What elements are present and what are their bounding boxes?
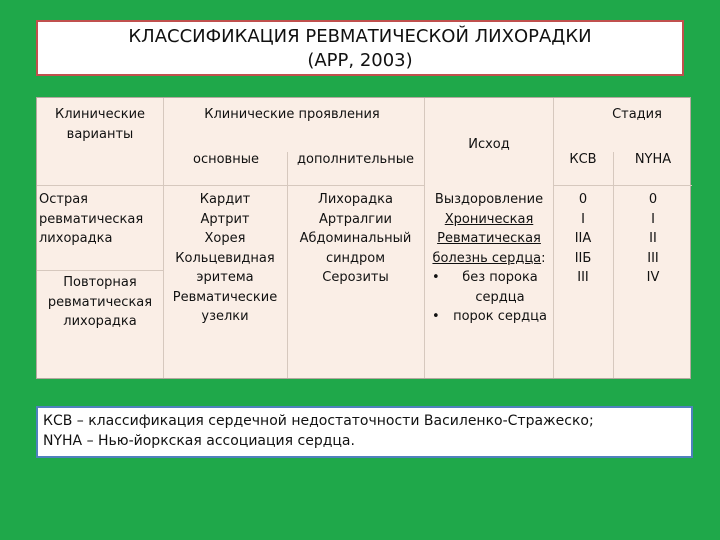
header-stage: Стадия <box>612 107 662 122</box>
row-divider <box>37 270 163 271</box>
list-item: Кольцевидная эритема <box>175 250 275 285</box>
list-item: Серозиты <box>322 270 389 285</box>
list-item: I <box>581 211 585 227</box>
header-nyha: NYHA <box>634 152 672 167</box>
header-clinical-manifestations: Клинические проявления <box>204 107 380 122</box>
footnote-line-2: NYHA – Нью-йоркская ассоциация сердца. <box>43 433 355 449</box>
row-divider <box>37 185 424 186</box>
list-item: IIБ <box>574 250 592 266</box>
header-additional: дополнительные <box>297 152 414 167</box>
list-item: I <box>651 211 655 227</box>
column-divider <box>553 98 554 378</box>
list-item: Хорея <box>204 231 246 246</box>
outcome-list <box>426 190 552 327</box>
list-item: Артрит <box>200 211 250 227</box>
list-item: • порок сердца <box>426 307 552 327</box>
list-item: Абдоминальный синдром <box>299 231 412 266</box>
list-item: III <box>577 270 589 285</box>
header-clinical-variants: Клинические варианты <box>54 107 146 142</box>
classification-table <box>36 97 691 379</box>
title-line-1: КЛАССИФИКАЦИЯ РЕВМАТИЧЕСКОЙ ЛИХОРАДКИ <box>128 26 592 47</box>
list-item: III <box>647 250 659 266</box>
title-box <box>36 20 684 76</box>
header-ksv: КСВ <box>569 152 597 167</box>
list-item: Лихорадка <box>318 192 393 207</box>
outcome-chronic: Хроническая Ревматическая болезнь сердца <box>432 211 542 266</box>
list-item: 0 <box>578 192 588 207</box>
title-line-2: (АРР, 2003) <box>307 50 413 71</box>
ksv-values <box>555 190 611 288</box>
list-item: Ревматические узелки <box>172 289 278 324</box>
list-item: II <box>649 231 657 246</box>
variant-acute: Острая ревматическая лихорадка <box>39 192 144 246</box>
list-item: IIА <box>574 231 592 246</box>
list-item: 0 <box>648 192 658 207</box>
outcome-chronic-suffix: : <box>541 250 546 266</box>
list-item: Кардит <box>199 192 251 207</box>
list-item: Артралгии <box>319 211 392 227</box>
main-manifestations-list <box>165 190 285 327</box>
bullet-icon: • <box>432 270 440 285</box>
header-outcome: Исход <box>468 137 510 152</box>
variant-recurrent: Повторная ревматическая лихорадка <box>47 275 153 329</box>
header-main: основные <box>193 152 259 167</box>
list-item: • без порока сердца <box>426 268 552 307</box>
additional-manifestations-list <box>289 190 422 288</box>
list-item: IV <box>646 270 660 285</box>
column-divider <box>163 98 164 378</box>
nyha-values <box>615 190 691 288</box>
outcome-recovery: Выздоровление <box>434 192 544 207</box>
footnote-line-1: КСВ – классификация сердечной недостаточности Василенко-Стражеско; <box>43 413 594 429</box>
row-divider <box>553 185 692 186</box>
bullet-icon: • <box>432 309 440 324</box>
column-divider <box>424 98 425 378</box>
footnote-box <box>36 406 693 458</box>
